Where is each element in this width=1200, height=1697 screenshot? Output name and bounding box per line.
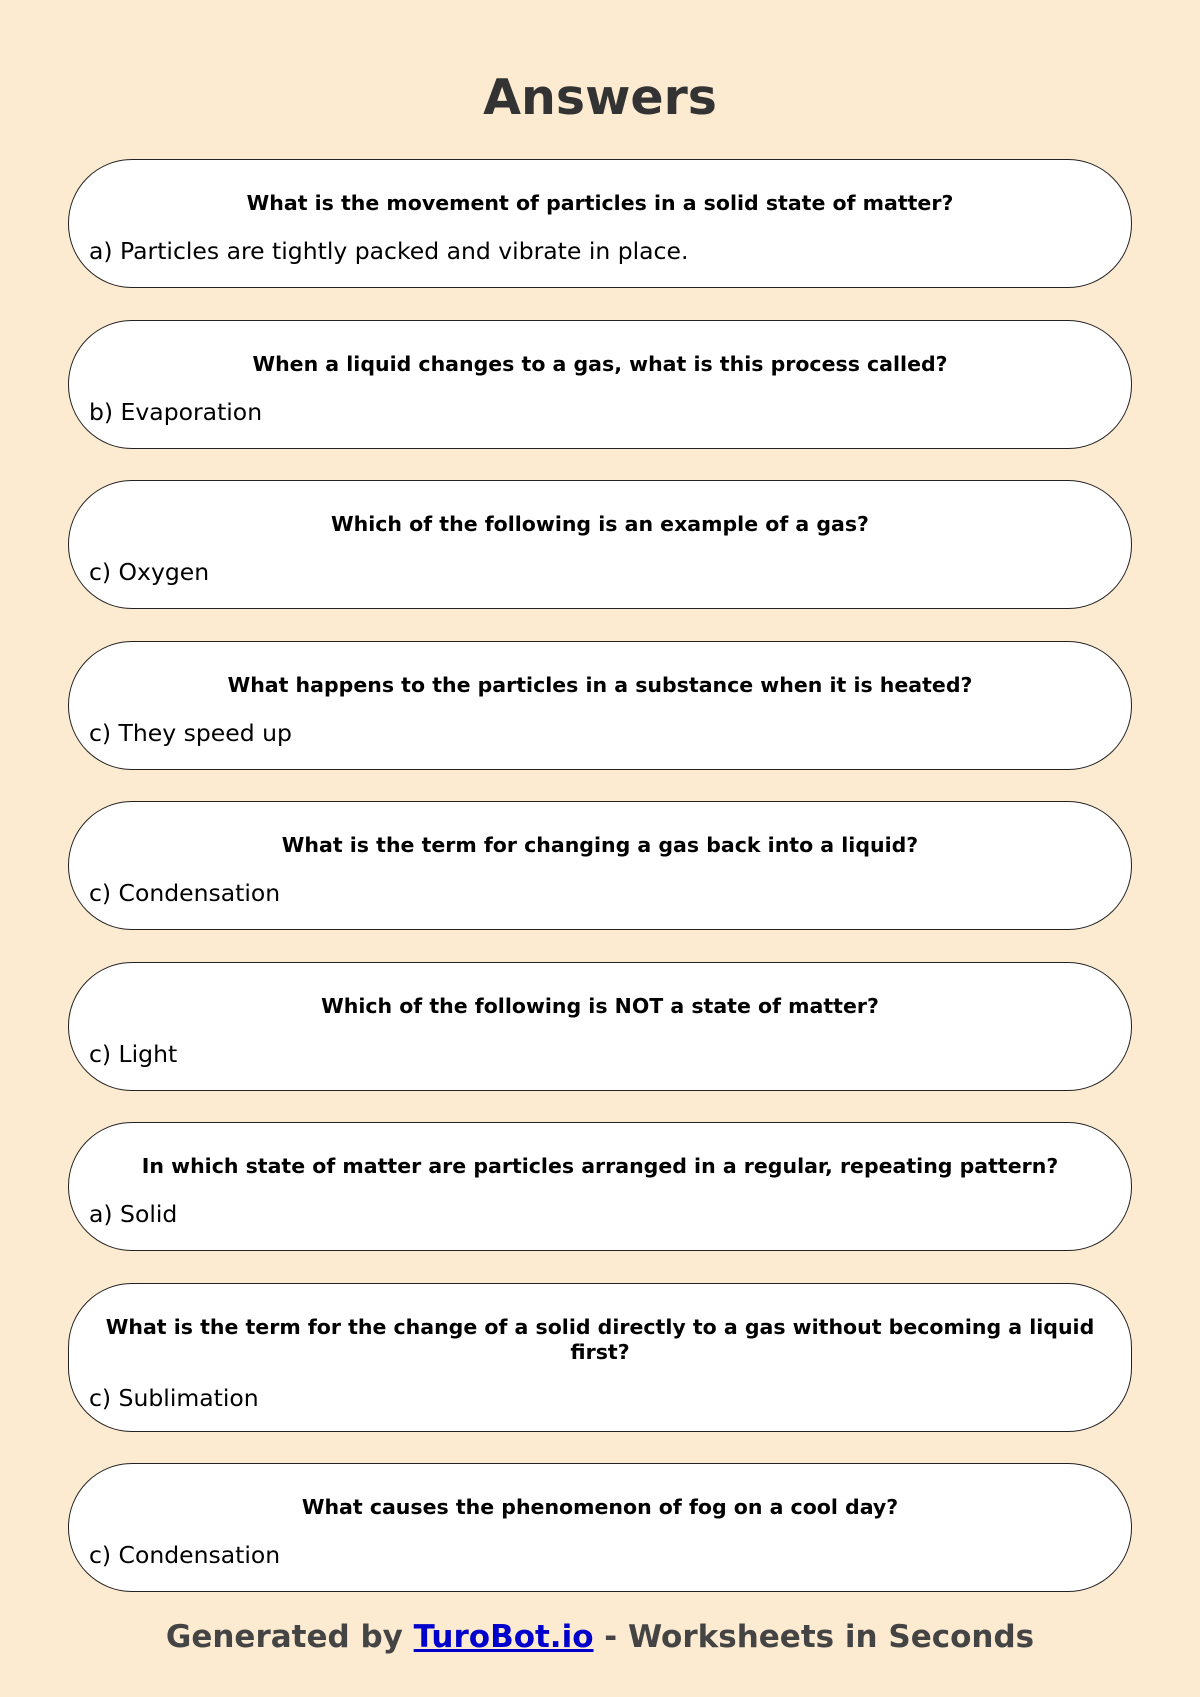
question-text: What is the term for the change of a solid directly to a gas without becoming a liquid first? bbox=[105, 1314, 1095, 1364]
answer-text: c) They speed up bbox=[89, 718, 292, 747]
answer-card bbox=[68, 1283, 1132, 1432]
answer-text: c) Condensation bbox=[89, 879, 281, 907]
question-text: What is the movement of particles in a solid state of matter? bbox=[246, 191, 954, 215]
answer-text: c) Oxygen bbox=[89, 558, 210, 586]
turobot-link[interactable]: TuroBot.io bbox=[413, 1619, 594, 1655]
answer-card bbox=[68, 159, 1132, 288]
question-text: What is the term for changing a gas back into a liquid? bbox=[281, 833, 919, 857]
answer-list bbox=[68, 159, 1132, 1624]
answer-text: a) Particles are tightly packed and vibrate in place. bbox=[89, 237, 689, 265]
answer-text: a) Solid bbox=[89, 1200, 178, 1228]
answer-text: c) Condensation bbox=[89, 1541, 281, 1569]
answer-text: c) Light bbox=[89, 1039, 178, 1068]
answer-card bbox=[68, 641, 1132, 770]
answer-card bbox=[68, 1463, 1132, 1592]
footer-prefix: Generated by bbox=[165, 1619, 414, 1655]
question-text: When a liquid changes to a gas, what is this process called? bbox=[252, 351, 948, 376]
answer-text: c) Sublimation bbox=[89, 1383, 259, 1412]
answer-text: b) Evaporation bbox=[89, 397, 263, 426]
answer-card bbox=[68, 801, 1132, 930]
answer-card bbox=[68, 962, 1132, 1091]
answer-card bbox=[68, 480, 1132, 609]
question-text: Which of the following is an example of a gas? bbox=[331, 512, 869, 536]
footer bbox=[0, 1617, 1200, 1657]
answer-card bbox=[68, 320, 1132, 449]
footer-suffix: - Worksheets in Seconds bbox=[593, 1619, 1035, 1655]
page-title: Answers bbox=[483, 69, 717, 126]
question-text: In which state of matter are particles arranged in a regular, repeating pattern? bbox=[141, 1154, 1059, 1178]
answer-card bbox=[68, 1122, 1132, 1251]
question-text: What happens to the particles in a substance when it is heated? bbox=[227, 672, 973, 697]
question-text: Which of the following is NOT a state of matter? bbox=[321, 993, 879, 1018]
question-text: What causes the phenomenon of fog on a cool day? bbox=[301, 1495, 899, 1519]
